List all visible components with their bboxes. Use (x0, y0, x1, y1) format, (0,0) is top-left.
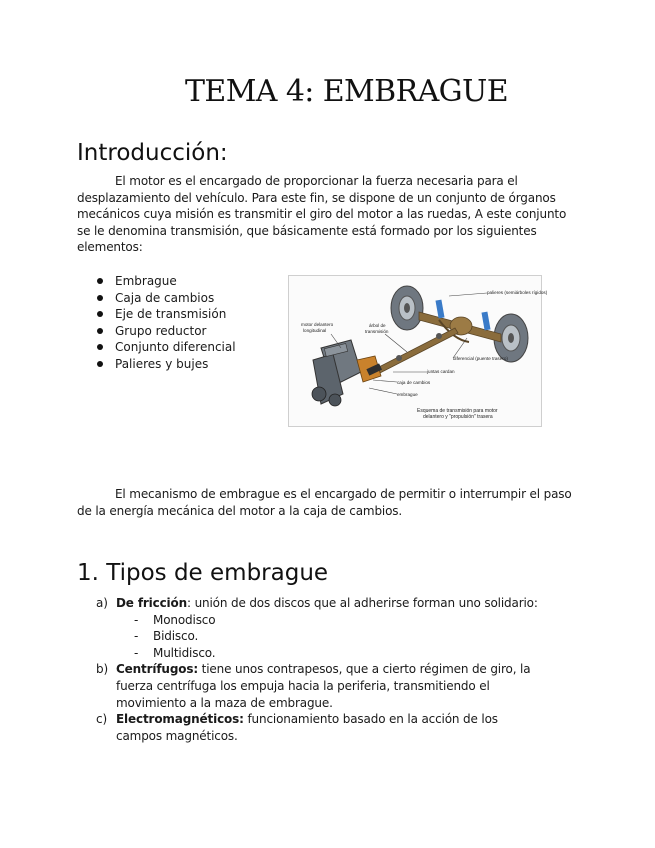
list-item: - Monodisco (134, 612, 216, 627)
label-palieres: palieres (semiárboles rígidos) (487, 290, 548, 295)
label-caja: caja de cambios (397, 380, 431, 385)
list-item: Conjunto diferencial (96, 339, 236, 356)
list-item: Palieres y bujes (96, 356, 236, 373)
term-electromagnetic: Electromagnéticos: (116, 712, 244, 727)
label-arbol-1: árbol de (369, 323, 386, 328)
electromagnetic-line: campos magnéticos. (116, 728, 238, 743)
gearbox-icon (357, 356, 382, 382)
intro-heading: Introducción: (77, 140, 228, 166)
label-motor-2: longitudinal (303, 328, 327, 333)
centrifugal-line: movimiento a la maza de embrague. (116, 695, 333, 710)
figure-caption-1: Esquema de transmisión para motor (417, 408, 498, 414)
figure-caption-2: delantero y "propulsión" trasera (423, 414, 493, 420)
list-item: Eje de transmisión (96, 306, 236, 323)
clutch-definition-paragraph (77, 486, 577, 519)
term-friction: De fricción (116, 596, 188, 610)
term-centrifugal: Centrífugos: (116, 662, 198, 677)
closing-line: El mecanismo de embrague es el encargado de permitir o interrumpir el paso (115, 487, 572, 501)
drive-shaft-icon (377, 328, 458, 373)
list-item: Caja de cambios (96, 290, 236, 307)
rear-axle-icon (419, 300, 501, 342)
transmission-components-list (96, 273, 236, 373)
document-title: TEMA 4: EMBRAGUE (184, 74, 509, 109)
type-friction (96, 595, 566, 612)
list-marker: a) (96, 596, 108, 610)
intro-line: El motor es el encargado de proporcionar la fuerza necesaria para el (115, 174, 518, 188)
rear-left-wheel-icon (391, 286, 423, 330)
intro-line: mecánicos cuya misión es transmitir el giro del motor a las ruedas, A este conjunto (77, 207, 567, 222)
label-juntas: juntas cardan (427, 369, 455, 374)
list-marker: b) (96, 662, 108, 677)
closing-line: de la energía mecánica del motor a la caja de cambios. (77, 503, 403, 518)
transmission-diagram-svg (289, 276, 548, 426)
transmission-diagram (288, 275, 548, 427)
list-marker: c) (96, 712, 107, 727)
list-item: Embrague (96, 273, 236, 290)
type-centrifugal: b) Centrífugos: tiene unos contrapesos, que a cierto régimen de giro, la fuerza centrífuga los empuja hacia la periferia, transmitiendo el movimiento a la maza de embrague. (96, 661, 566, 711)
centrifugal-line: fuerza centrífuga los empuja hacia la periferia, transmitiendo el (116, 678, 490, 693)
type-electromagnetic: c) Electromagnéticos: funcionamiento basado en la acción de los campos magnéticos. (96, 711, 566, 744)
list-item: - Multidisco. (134, 645, 216, 660)
clutch-types-list (96, 595, 566, 744)
intro-line: elementos: (77, 240, 143, 255)
engine-icon (312, 340, 361, 406)
types-heading: 1. Tipos de embrague (77, 560, 329, 586)
list-item: - Bidisco. (134, 629, 199, 644)
friction-description: : unión de dos discos que al adherirse forman uno solidario: (187, 596, 538, 610)
label-arbol-2: transmisión (365, 329, 389, 334)
intro-line: desplazamiento del vehículo. Para este fin, se dispone de un conjunto de órganos (77, 190, 556, 205)
intro-line: se le denomina transmisión, que básicamente está formado por los siguientes (77, 223, 537, 238)
list-item: Grupo reductor (96, 323, 236, 340)
label-embrague: embrague (397, 392, 418, 397)
friction-subtypes (96, 612, 566, 662)
label-motor-1: motor delantero (301, 322, 334, 327)
label-diferencial: diferencial (puente trasero) (453, 356, 508, 361)
intro-paragraph (77, 173, 577, 256)
